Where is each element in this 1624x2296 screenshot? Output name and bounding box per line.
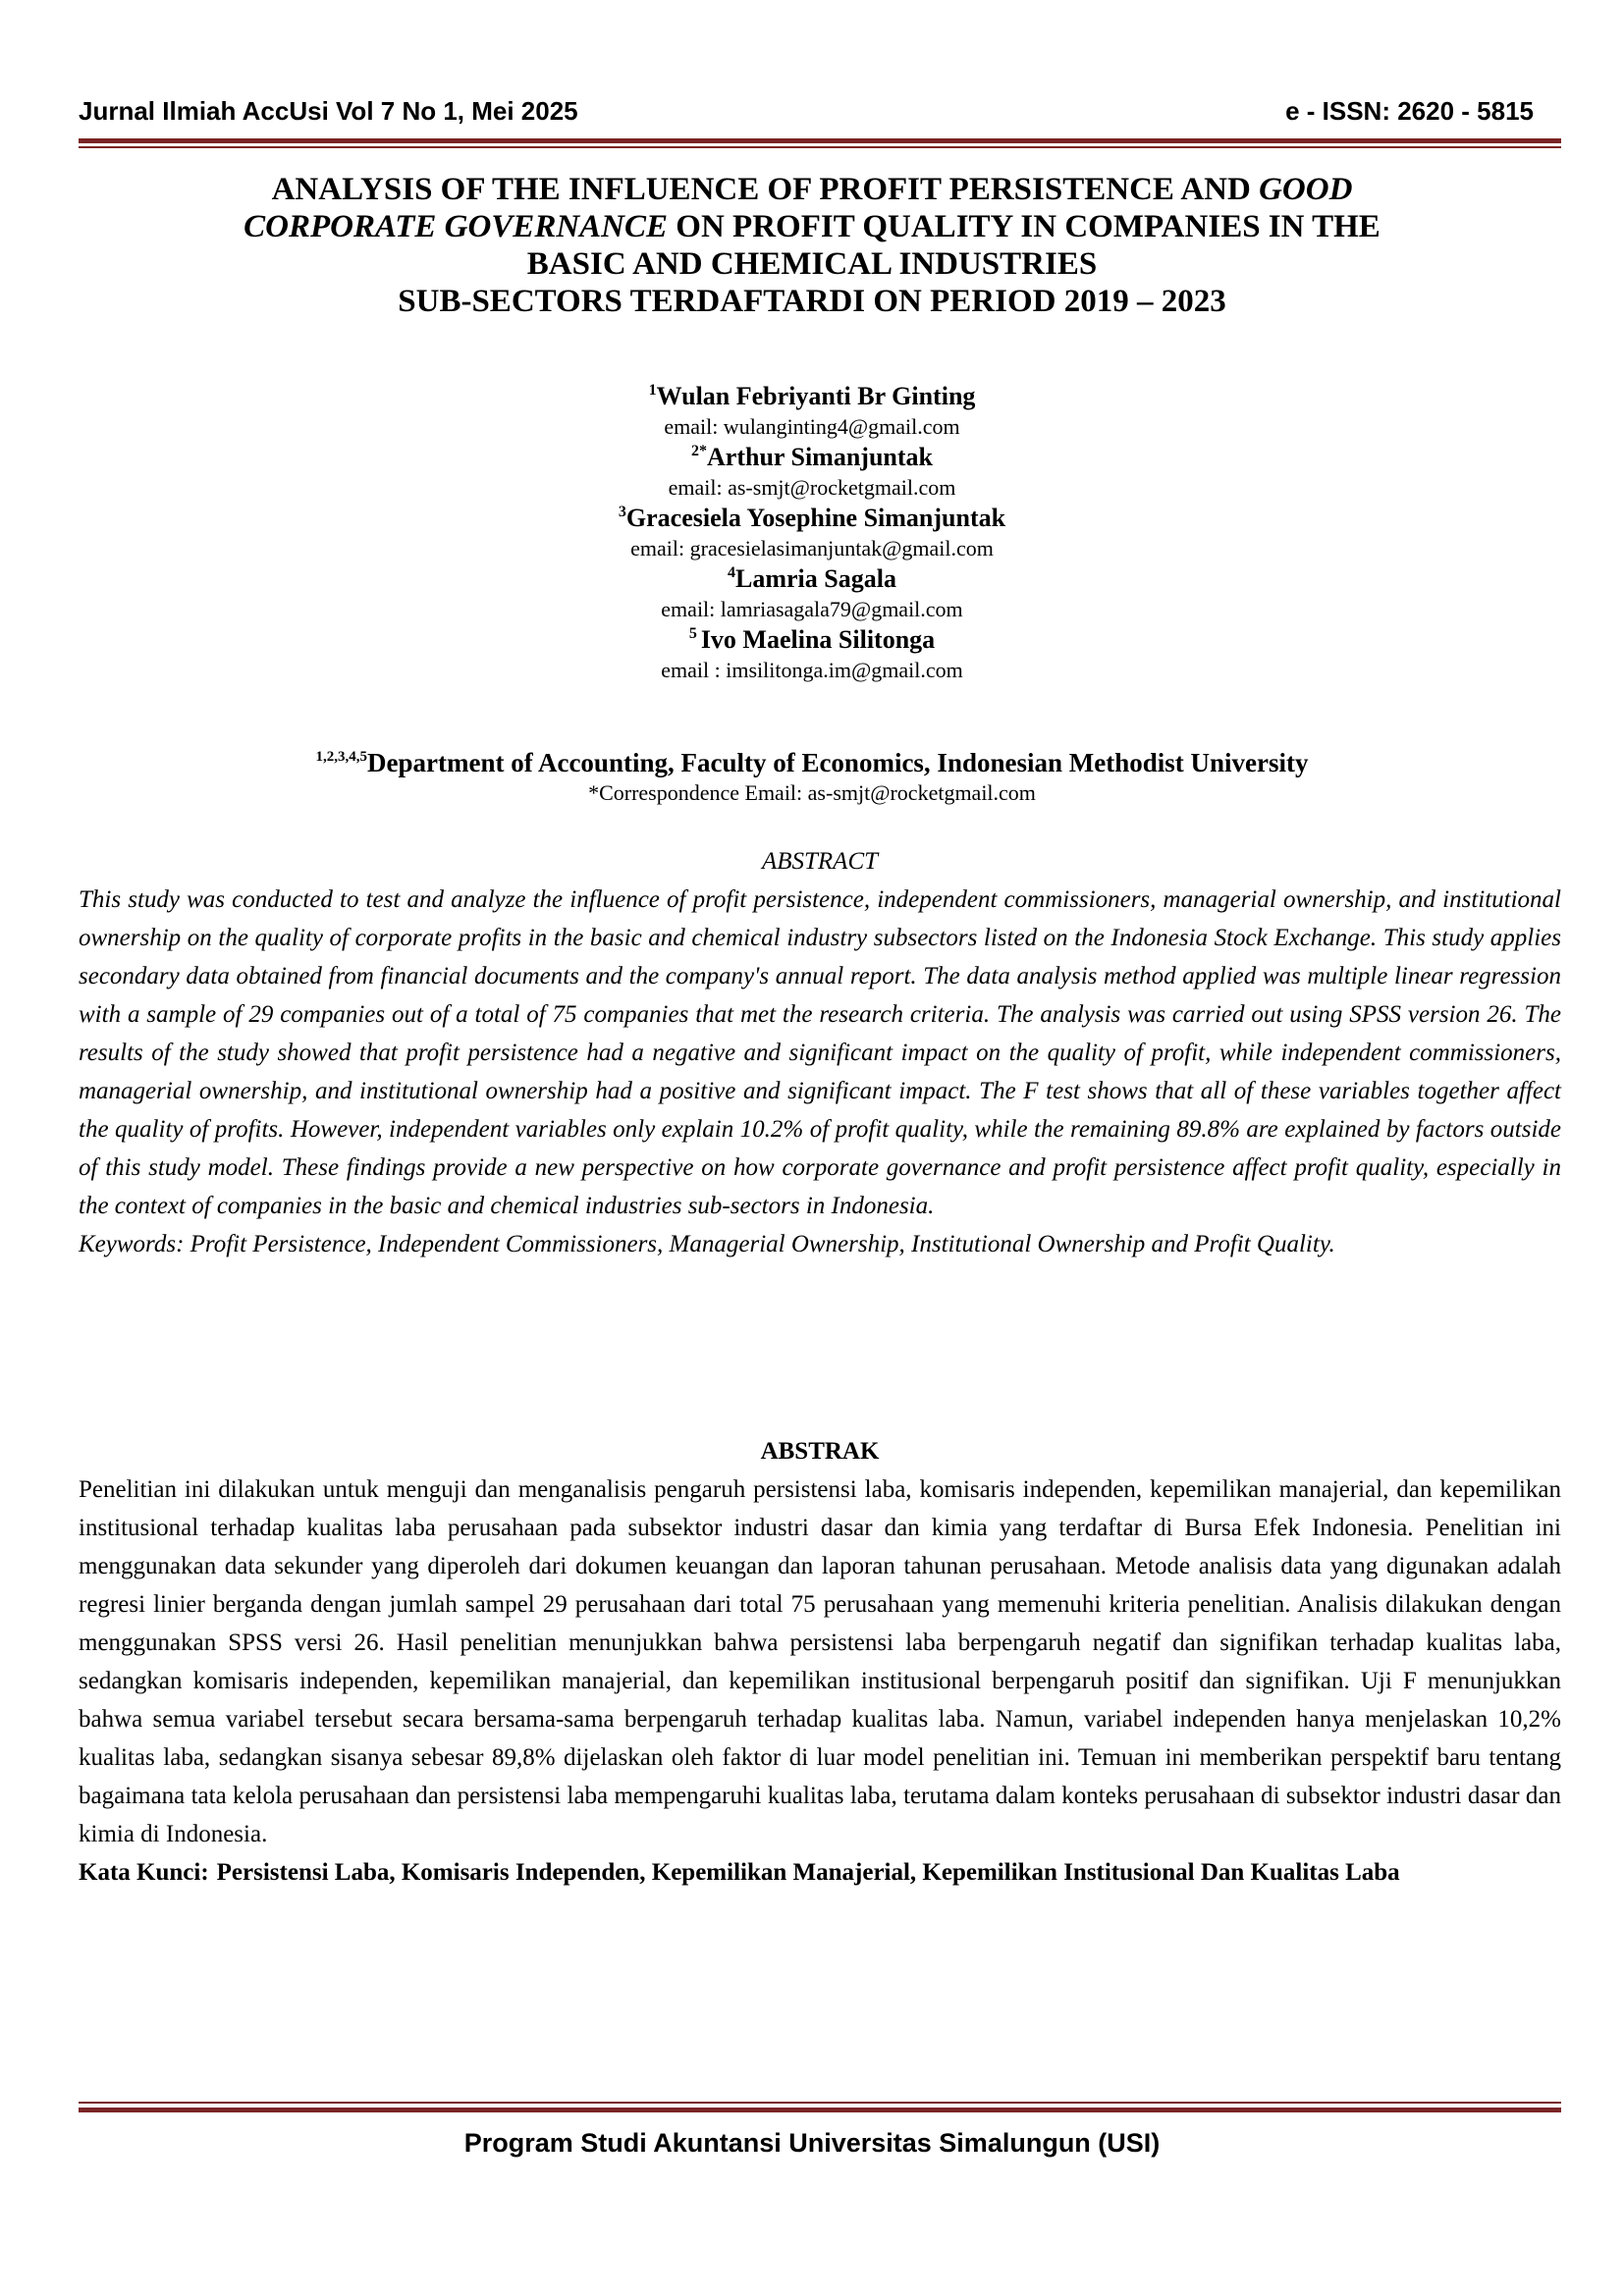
author-3-name: Gracesiela Yosephine Simanjuntak [625, 504, 1006, 532]
author-5-number: 5 [688, 625, 701, 642]
author-2-email: email: as-smjt@rocketgmail.com [668, 475, 956, 500]
abstrak-heading: ABSTRAK [760, 1438, 880, 1465]
abstrak-body: Penelitian ini dilakukan untuk menguji dan menganalisis pengaruh persistensi laba, komisaris independen, kepemilikan manajerial, dan kepemilikan institusional terhadap kualitas laba perusahaan pada subsektor industri dasar dan kimia yang terdaftar di Bursa Efek Indonesia. Penelitian ini menggunakan data sekunder yang diperoleh dari dokumen keuangan dan laporan tahunan perusahaan. Metode analisis data yang digunakan adalah regresi linier berganda dengan jumlah sampel 29 perusahaan dari total 75 perusahaan yang memenuhi kriteria penelitian. Analisis dilakukan dengan menggunakan SPSS versi 26. Hasil penelitian menunjukkan bahwa persistensi laba berpengaruh negatif dan signifikan terhadap kualitas laba, sedangkan komisaris independen, kepemilikan manajerial, dan kepemilikan institusional berpengaruh positif dan signifikan. Uji F menunjukkan bahwa semua variabel tersebut secara bersama-sama berpengaruh terhadap kualitas laba. Namun, variabel independen hanya menjelaskan 10,2% kualitas laba, sedangkan sisanya sebesar 89,8% dijelaskan oleh faktor di luar model penelitian ini. Temuan ini memberikan perspektif baru tentang bagaimana tata kelola perusahaan dan persistensi laba mempengaruhi kualitas laba, terutama dalam konteks perusahaan di subsektor industri dasar dan kimia di Indonesia. [79, 1476, 1561, 1847]
author-4-name: Lamria Sagala [735, 564, 896, 593]
abstract-body: This study was conducted to test and analyze the influence of profit persistence, independent commissioners, managerial ownership, and institutional ownership on the quality of corporate profits in the basic and chemical industry subsectors listed on the Indonesia Stock Exchange. This study applies secondary data obtained from financial documents and the company's annual report. The data analysis method applied was multiple linear regression with a sample of 29 companies out of a total of 75 companies that met the research criteria. The analysis was carried out using SPSS version 26. The results of the study showed that profit persistence had a negative and significant impact on the quality of profit, while independent commissioners, managerial ownership, and institutional ownership had a positive and significant impact. The F test shows that all of these variables together affect the quality of profits. However, independent variables only explain 10.2% of profit quality, while the remaining 89.8% are explained by factors outside of this study model. These findings provide a new perspective on how corporate governance and profit persistence affect profit quality, especially in the context of companies in the basic and chemical industries sub-sectors in Indonesia. [79, 886, 1561, 1219]
keywords: Keywords: Profit Persistence, Independent Commissioners, Managerial Ownership, Institutional Ownership and Profit Quality. [79, 1231, 1335, 1257]
author-5-name: Ivo Maelina Silitonga [700, 625, 936, 654]
author-5 [0, 624, 1624, 685]
author-1-name: Wulan Febriyanti Br Ginting [656, 382, 976, 410]
affiliation [0, 746, 1624, 807]
author-list [0, 381, 1624, 685]
abstract-heading: ABSTRACT [761, 848, 879, 875]
author-1-number: 1 [648, 382, 657, 399]
title-line-3: BASIC AND CHEMICAL INDUSTRIES [526, 246, 1098, 282]
affiliation-department: Department of Accounting, Faculty of Economics, Indonesian Methodist University [367, 748, 1309, 777]
author-4-email: email: lamriasagala79@gmail.com [661, 597, 963, 621]
author-4-number: 4 [728, 564, 736, 581]
author-2 [0, 442, 1624, 503]
paper-title [108, 171, 1516, 320]
abstract-indonesian [79, 1432, 1561, 1892]
author-2-number: 2* [691, 443, 708, 459]
correspondence-email: *Correspondence Email: as-smjt@rocketgmail.com [588, 780, 1036, 805]
running-header [79, 96, 1545, 135]
kata-kunci [79, 1853, 1561, 1892]
issn: e - ISSN: 2620 - 5815 [1285, 96, 1534, 126]
author-3 [0, 503, 1624, 563]
kata-kunci-values: Persistensi Laba, Komisaris Independen, Kepemilikan Manajerial, Kepemilikan Institusional Dan Kualitas Laba [216, 1859, 1400, 1886]
header-rule-thin [79, 146, 1561, 148]
footer-rule-thin [79, 2102, 1561, 2104]
title-line-1a: ANALYSIS OF THE INFLUENCE OF PROFIT PERSISTENCE AND [271, 172, 1260, 207]
author-1 [0, 381, 1624, 442]
author-4 [0, 563, 1624, 624]
kata-kunci-label: Kata Kunci: [79, 1859, 209, 1886]
author-3-email: email: gracesielasimanjuntak@gmail.com [630, 536, 994, 561]
author-2-name: Arthur Simanjuntak [707, 443, 933, 471]
journal-name: Jurnal Ilmiah AccUsi Vol 7 No 1, Mei 2025 [79, 96, 578, 126]
title-line-1b: GOOD [1259, 172, 1353, 207]
abstract-english [79, 842, 1561, 1263]
header-rule-thick [79, 138, 1561, 143]
author-5-email: email : imsilitonga.im@gmail.com [661, 658, 963, 682]
author-3-number: 3 [618, 504, 626, 520]
title-line-2a: CORPORATE GOVERNANCE [244, 209, 669, 244]
footer-rule-thick [79, 2108, 1561, 2112]
author-1-email: email: wulanginting4@gmail.com [664, 414, 960, 439]
footer-text: Program Studi Akuntansi Universitas Simalungun (USI) [463, 2128, 1161, 2158]
title-line-2b: ON PROFIT QUALITY IN COMPANIES IN THE [668, 209, 1380, 244]
affiliation-numbers: 1,2,3,4,5 [315, 749, 367, 765]
title-line-4: SUB-SECTORS TERDAFTARDI ON PERIOD 2019 – 2023 [398, 284, 1226, 319]
